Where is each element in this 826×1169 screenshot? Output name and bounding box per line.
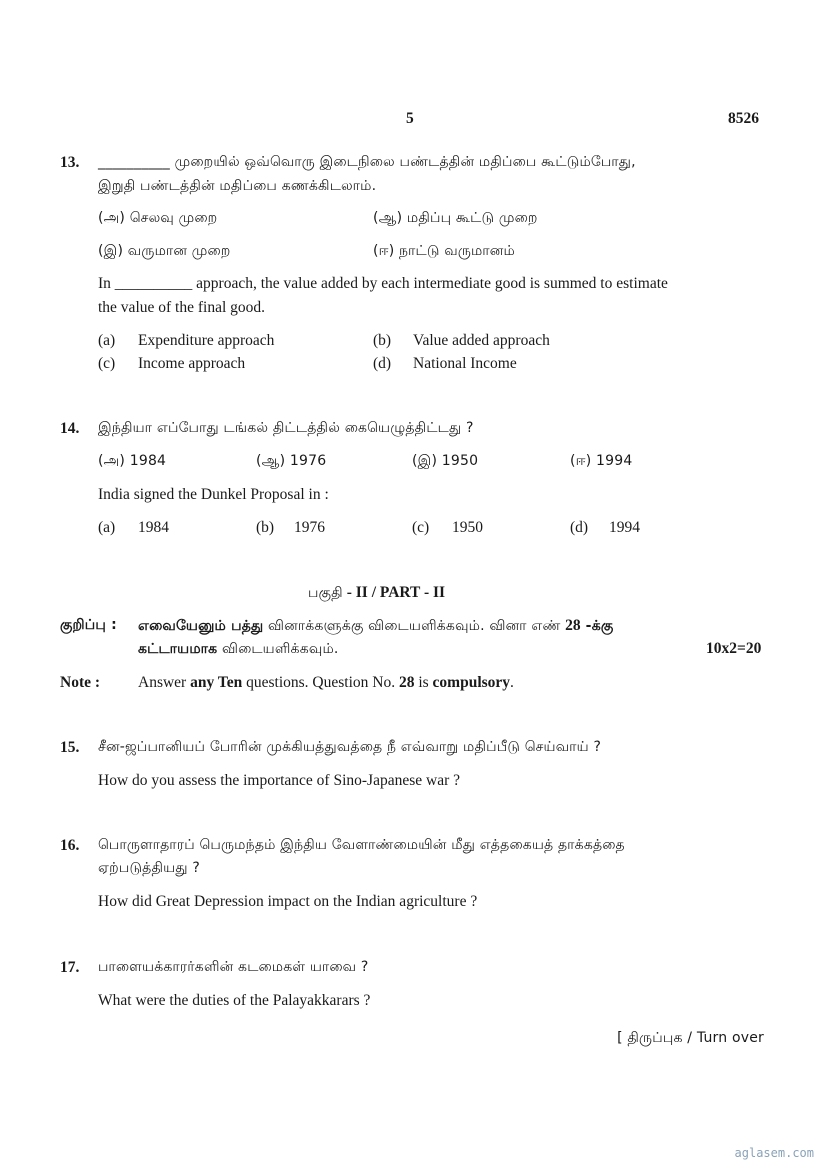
option-text: National Income <box>413 355 517 372</box>
option-text: Value added approach <box>413 332 550 349</box>
question-text-tamil: பாளையக்காரர்களின் கடமைகள் யாவை ? <box>98 959 369 975</box>
option-text: Expenditure approach <box>138 332 275 349</box>
option-tamil: (ஈ) 1994 <box>570 453 633 469</box>
question-text-tamil: இறுதி பண்டத்தின் மதிப்பை கணக்கிடலாம். <box>98 178 377 194</box>
option-tamil: (ஈ) நாட்டு வருமானம் <box>373 243 516 259</box>
option-label: (d) <box>373 355 392 372</box>
part-heading <box>308 584 445 603</box>
option-text: 1950 <box>452 519 483 536</box>
paper-code: 8526 <box>728 110 759 127</box>
question-text-english: India signed the Dunkel Proposal in : <box>98 486 329 503</box>
question-text-english: the value of the final good. <box>98 299 266 316</box>
page-number: 5 <box>406 110 414 127</box>
question-number: 16. <box>60 837 80 854</box>
question-text-tamil: __________ முறையில் ஒவ்வொரு இடைநிலை பண்டத்தின் மதிப்பை கூட்டும்போது, <box>98 154 636 170</box>
note-text-tamil: எவையேனும் பத்து வினாக்களுக்கு விடையளிக்கவும். வினா எண் 28 -க்கு <box>138 617 614 634</box>
option-text: 1984 <box>138 519 169 536</box>
question-number: 15. <box>60 739 80 756</box>
option-text: 1976 <box>294 519 325 536</box>
turn-over-note: [ திருப்புக / Turn over <box>617 1030 764 1046</box>
option-label: (d) <box>570 519 589 536</box>
note-label-tamil: குறிப்பு : <box>60 617 117 633</box>
question-text-english: How did Great Depression impact on the Indian agriculture ? <box>98 893 478 910</box>
option-tamil: (இ) வருமான முறை <box>98 243 231 259</box>
option-label: (c) <box>98 355 116 372</box>
option-tamil: (அ) செலவு முறை <box>98 210 218 226</box>
question-text-tamil: சீன-ஜப்பானியப் போரின் முக்கியத்துவத்தை நீ எவ்வாறு மதிப்பீடு செய்வாய் ? <box>98 739 602 755</box>
question-text-english: How do you assess the importance of Sino-Japanese war ? <box>98 772 461 789</box>
option-label: (a) <box>98 332 116 349</box>
option-label: (b) <box>256 519 275 536</box>
option-tamil: (ஆ) 1976 <box>256 453 327 469</box>
question-text-tamil: இந்தியா எப்போது டங்கல் திட்டத்தில் கையெழுத்திட்டது ? <box>98 420 474 436</box>
option-label: (c) <box>412 519 430 536</box>
question-text-tamil: பொருளாதாரப் பெருமந்தம் இந்திய வேளாண்மையின் மீது எத்தகையத் தாக்கத்தை <box>98 837 625 853</box>
option-label: (b) <box>373 332 392 349</box>
question-number: 17. <box>60 959 80 976</box>
part-heading-english: - II / PART - II <box>342 584 446 601</box>
watermark: aglasem.com <box>734 1146 814 1160</box>
note-text-tamil: கட்டாயமாக விடையளிக்கவும். <box>138 641 339 657</box>
question-number: 13. <box>60 154 80 171</box>
option-text: 1994 <box>609 519 640 536</box>
part-heading-tamil: பகுதி <box>308 585 343 601</box>
note-text-english: Answer any Ten questions. Question No. 28 is compulsory. <box>138 674 514 691</box>
note-label-english: Note : <box>60 674 101 691</box>
question-text-tamil: ஏற்படுத்தியது ? <box>98 860 200 876</box>
question-text-english: In __________ approach, the value added by each intermediate good is summed to estimate <box>98 275 668 292</box>
marks-allocation: 10x2=20 <box>706 640 762 657</box>
question-text-english: What were the duties of the Palayakkarars ? <box>98 992 371 1009</box>
option-text: Income approach <box>138 355 246 372</box>
option-label: (a) <box>98 519 116 536</box>
option-tamil: (ஆ) மதிப்பு கூட்டு முறை <box>373 210 538 226</box>
option-tamil: (இ) 1950 <box>412 453 479 469</box>
question-number: 14. <box>60 420 80 437</box>
option-tamil: (அ) 1984 <box>98 453 167 469</box>
